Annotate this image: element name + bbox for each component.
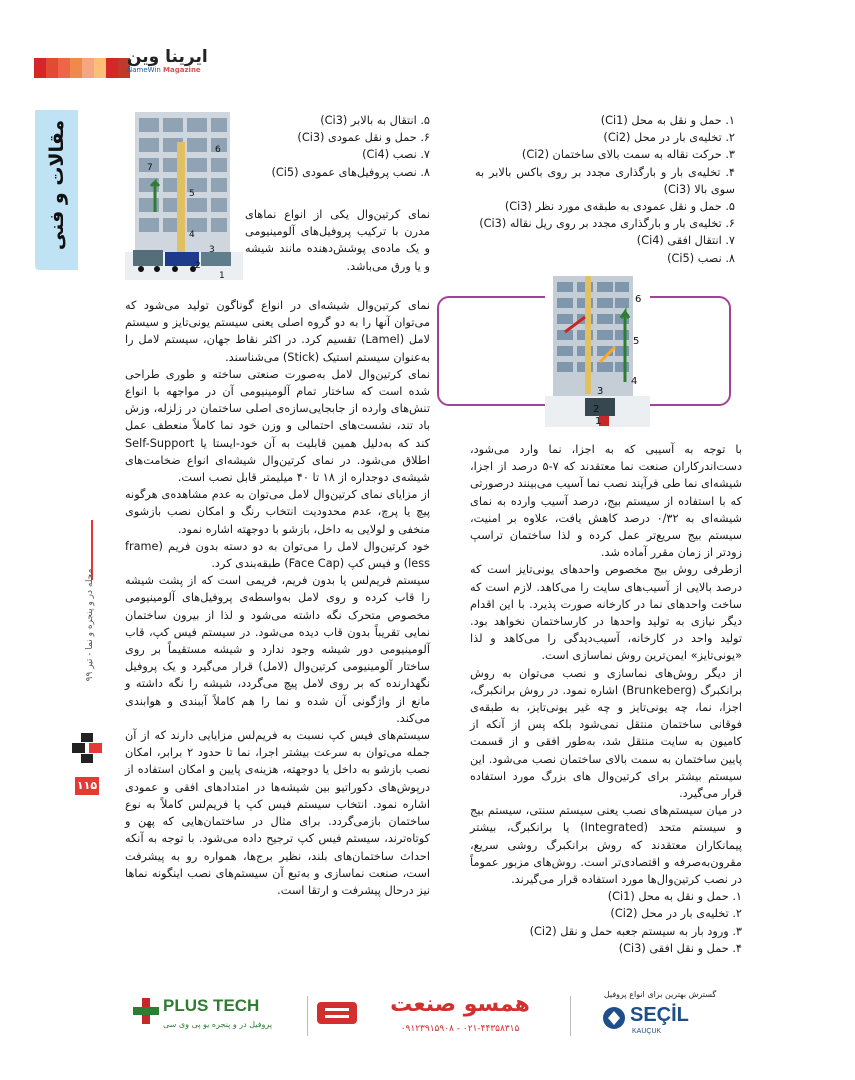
header-band-square (34, 58, 46, 78)
issue-caption: مجله در و پنجره و نما - تیر ۹۹ (85, 568, 95, 682)
secil-logo-icon (602, 1006, 626, 1030)
list-item: ۸. نصب پروفیل‌های عمودی (Ci5) (271, 165, 430, 179)
header-band-square (94, 58, 106, 78)
right-fig-label: 2 (593, 404, 600, 415)
logo-subtitle (127, 66, 237, 75)
list-item: ۵. حمل و نقل عمودی به طبقه‌ی مورد نظر (Ci3) (504, 200, 735, 214)
list-item: ۴. حمل و نقل افقی (Ci3) (618, 941, 742, 955)
paragraph: با توجه به آسیبی که به اجزا، نما وارد می‌شود، دست‌اندرکاران صنعت نما معتقدند که ۷-۵ درصد از اجزا، شیشه‌ای نما طی فرآیند نصب نما آسیب می‌بینند درصورتی که با استفاده از سیستم بیج، درصد آسیب وارده به نمای شیشه‌ای به ۰/۳۲ درصد کاهش یافت، علاوه بر امنیت، سیستم بیج سریع‌تر عمل کرده و لذا ساختمان تراسپ زودتر از زمان مقرر آماده شد. (470, 443, 743, 560)
paragraph: ازطرفی روش بیج مخصوص واحدهای یونی‌تایز است که درصد بالایی از آسیب‌های سایت را می‌کاهد. لازم است که ساخت واحدهای نما در کارخانه صورت پذیرد. با این اقدام دیگر نیازی به تولید واحدها در کارساختمان نخواهد بود. تولید واحد در کارخانه، آسیب‌دیدگی را می‌کاهد و لذا «یونی‌تایز» ایمن‌ترین روش نماسازی است. (470, 563, 742, 663)
secil-tagline: گسترش بهترین برای انواع پروفیل (603, 990, 717, 999)
header-band-square (82, 58, 94, 78)
list-item: ۵. انتقال به بالابر (Ci3) (320, 114, 430, 127)
left-article-body (125, 297, 430, 899)
paragraph: سیستم‌های فیس کپ نسبت به فریم‌لس مزایایی دارند که از آن جمله می‌توان به سرعت بیشتر اجرا، نما تا حدود ۲ برابر، امکان نصب بازشو به داخل یا دوجهته، هزینه‌ی پایین و امکان استفاده از درپوش‌های دکوراتیو بین شیشه‌ها در امتدادهای افقی و عمودی اشاره نمود. انتخاب سیستم فیس کپ یا فریم‌لس کاملاً به نوع ساختمان بازمی‌گردد. برای مثال در ساختمان‌هایی که پهن و کوتاه‌ترند، سیستم فیس کپ ترجیح داده می‌شود. با توجه به آنکه احداث ساختمان‌های بلند، نظیر برج‌ها، همواره رو به پیشرفت است، صنعت نماسازی و به‌تبع آن سیستم‌های نصب اینگونه نماها نیز درحال پیشرفت و ارتقا است. (125, 729, 430, 897)
header-band-square (46, 58, 58, 78)
list-item: ۶. حمل و نقل عمودی (Ci3) (297, 131, 430, 145)
right-bottom-steps-list (470, 888, 742, 957)
section-tab (35, 110, 78, 270)
left-installation-diagram (125, 112, 243, 280)
section-title: مقالات و فنی (46, 119, 68, 251)
list-item: ۴. تخلیه‌ی بار و بارگذاری مجدد بر روی باکس بالابر به سوی بالا (Ci3) (475, 165, 735, 196)
logo-sub-b: Magazine (163, 66, 201, 74)
paragraph: سیستم فریم‌لس یا بدون فریم، فریمی است که از پشت شیشه را قاب کرده و روی لامل به‌واسطه‌ی پروفیل‌های آلومینیومی مخصوص متحرک نگه داشته می‌شود و لذا از بیرون ساختمان نمایی تقریباً بدون قاب دیده می‌شود. در سیستم فیس کپ، قاب آلومینیومی دور شیشه وجود ندارد و شیشه مستقیماً بر روی ساختار آلومینیومی کرتین‌وال (لامل) قرار می‌گیرد و یک پروفیل نگهدارنده که بر روی لامل پیچ می‌گردد، شیشه را نگه داشته و مانع از واژگونی آن شده و نما را هم کاملاً آببندی و هوابندی می‌کند. (125, 574, 430, 725)
list-item: ۷. انتقال افقی (Ci4) (636, 234, 735, 248)
right-fig-label: 1 (595, 416, 602, 427)
left-intro-paragraph: نمای کرتین‌وال یکی از انواع نماهای مدرن با ترکیب پروفیل‌های آلومینیومی و یک ماده‌ی پوشش‌دهنده مانند شیشه و یا ورق می‌باشد. (245, 208, 430, 273)
list-item: ۷. نصب (Ci4) (362, 148, 430, 162)
left-steps-list (245, 112, 430, 181)
list-item: ۸. نصب (Ci5) (667, 251, 735, 265)
hamsou-logo-icon (315, 998, 359, 1028)
paragraph: خود کرتین‌وال لامل را می‌توان به دو دسته بدون فریم (frame less) و فیس کپ (Face Cap) طبقه‌بندی کرد. (125, 539, 430, 571)
left-fig-label: 3 (209, 245, 215, 255)
list-item: ۱. حمل و نقل به محل (Ci1) (607, 890, 742, 904)
paragraph: نمای کرتین‌وال لامل به‌صورت صنعتی ساخته و طوری طراحی شده است که ساختار تمام آلومینیومی آن در مواجهه با انواع تنش‌های وارده از جابجایی‌سازه‌ی اصلی ساختمان در زلزله، وزش باد تند، نشست‌های احتمالی و وزن خود نما کاملاً منعطف عمل کند که به‌دلیل همین قابلیت به آن خود-ایستا یا Self-Support اطلاق می‌شود. در نمای کرتین‌وال شیشه‌ای انواع ضخامت‌های شیشه‌ی دوجداره از ۱۸ تا ۴۰ میلیمتر قابل نصب است. (125, 367, 430, 485)
magazine-emblem-icon (72, 733, 102, 763)
list-item: ۲. تخلیه‌ی بار در محل (Ci2) (610, 907, 742, 921)
paragraph: از مزایای نمای کرتین‌وال لامل می‌توان به عدم مشاهده‌ی هرگونه پیچ یا پرچ، عدم محدودیت انتخاب رنگ و امکان نصب بازشوی منخفی و لولایی به داخل، بازشو با دوجهته اشاره نمود. (125, 488, 430, 536)
right-fig-label: 5 (633, 336, 640, 347)
left-fig-label: 4 (189, 230, 195, 240)
plus-tech-logo-icon (133, 998, 159, 1024)
secil-sub: KAUÇUK (632, 1028, 662, 1035)
right-installation-diagram (545, 272, 650, 427)
list-item: ۳. حرکت نقاله به سمت بالای ساختمان (Ci2) (521, 148, 735, 162)
right-fig-label: 4 (631, 376, 638, 387)
list-item: ۱. حمل و نقل به محل (Ci1) (600, 114, 735, 127)
left-fig-label: 2 (195, 261, 201, 271)
list-item: ۲. تخلیه‌ی بار در محل (Ci2) (603, 131, 735, 145)
logo-sub-a: NameWin (127, 66, 161, 74)
hamsou-phones: ۰۲۱-۴۴۳۵۸۳۱۵ - ۰۹۱۲۳۹۱۵۹۰۸ (400, 1024, 520, 1034)
paragraph: نمای کرتین‌وال شیشه‌ای در انواع گوناگون تولید می‌شود که می‌توان آنها را به دو گروه اصلی یعنی سیستم یونی‌تایز و سیستم لامل (Lamel) تقسیم کرد. در اکثر نقاط جهان، سیستم لامل را به‌عنوان سیستم استیک (Stick) می‌شناسند. (125, 299, 430, 364)
header-band-square (106, 58, 118, 78)
paragraph: از دیگر روش‌های نماسازی و نصب می‌توان به روش برانکبرگ (Brunkeberg) اشاره نمود. در روش برانکبرگ، اجزا، نما، چه یونی‌تایز و چه غیر یونی‌تایز، به طبقه‌ی فوقانی ساختمان منتقل نمی‌شود بلکه پس از آنکه از کامیون به سایت منتقل شد، به‌طور افقی و از قسمت پایین ساختمان به سمت بالای ساختمان نصب می‌شود. این سیستم بیشتر برای کرتین‌وال های بزرگ مورد استفاده قرار می‌گیرد. (470, 666, 743, 801)
right-article-body (470, 441, 742, 957)
right-fig-label: 6 (635, 294, 642, 305)
left-fig-label: 5 (189, 189, 195, 199)
right-fig-label: 3 (597, 386, 604, 397)
advertisement-strip (125, 988, 745, 1044)
list-item: ۳. ورود بار به سیستم جعبه حمل و نقل (Ci2) (529, 924, 742, 938)
logo-brand: ایرینا وین (127, 47, 208, 67)
magazine-logo[interactable] (127, 48, 237, 76)
plus-tech-tagline: پروفیل در و پنجره یو پی وی سی (163, 1020, 273, 1029)
plus-tech-name: PLUS TECH (163, 996, 260, 1015)
ad-hamsou-sanat[interactable] (315, 992, 565, 1040)
right-steps-list (475, 112, 735, 267)
left-fig-label: 7 (147, 163, 153, 173)
secil-name: SEÇİL (630, 1004, 689, 1026)
left-fig-label: 1 (219, 271, 225, 280)
ad-secil[interactable] (580, 990, 740, 1042)
page-number: ۱۱۵ (75, 777, 99, 795)
paragraph: در میان سیستم‌های نصب یعنی سیستم سنتی، سیستم بیج و سیستم متحد (Integrated) یا برانکبرگ، بیشتر پیمانکاران معتقدند که روش برانکبرگ روشی سریع، مقرون‌به‌صرفه و اقتصادی‌تر است. روش‌های مزبور عموماً در نصب کرتین‌وال‌ها مورد استفاده قرار می‌گیرند. (470, 804, 742, 887)
header-band-square (70, 58, 82, 78)
header-band-square (58, 58, 70, 78)
list-item: ۶. تخلیه‌ی بار و بارگذاری مجدد بر روی ریل نقاله (Ci3) (479, 217, 735, 231)
hamsou-name: همسو صنعت (390, 992, 530, 1017)
ad-plus-tech[interactable] (133, 994, 303, 1038)
left-fig-label: 6 (215, 145, 221, 155)
